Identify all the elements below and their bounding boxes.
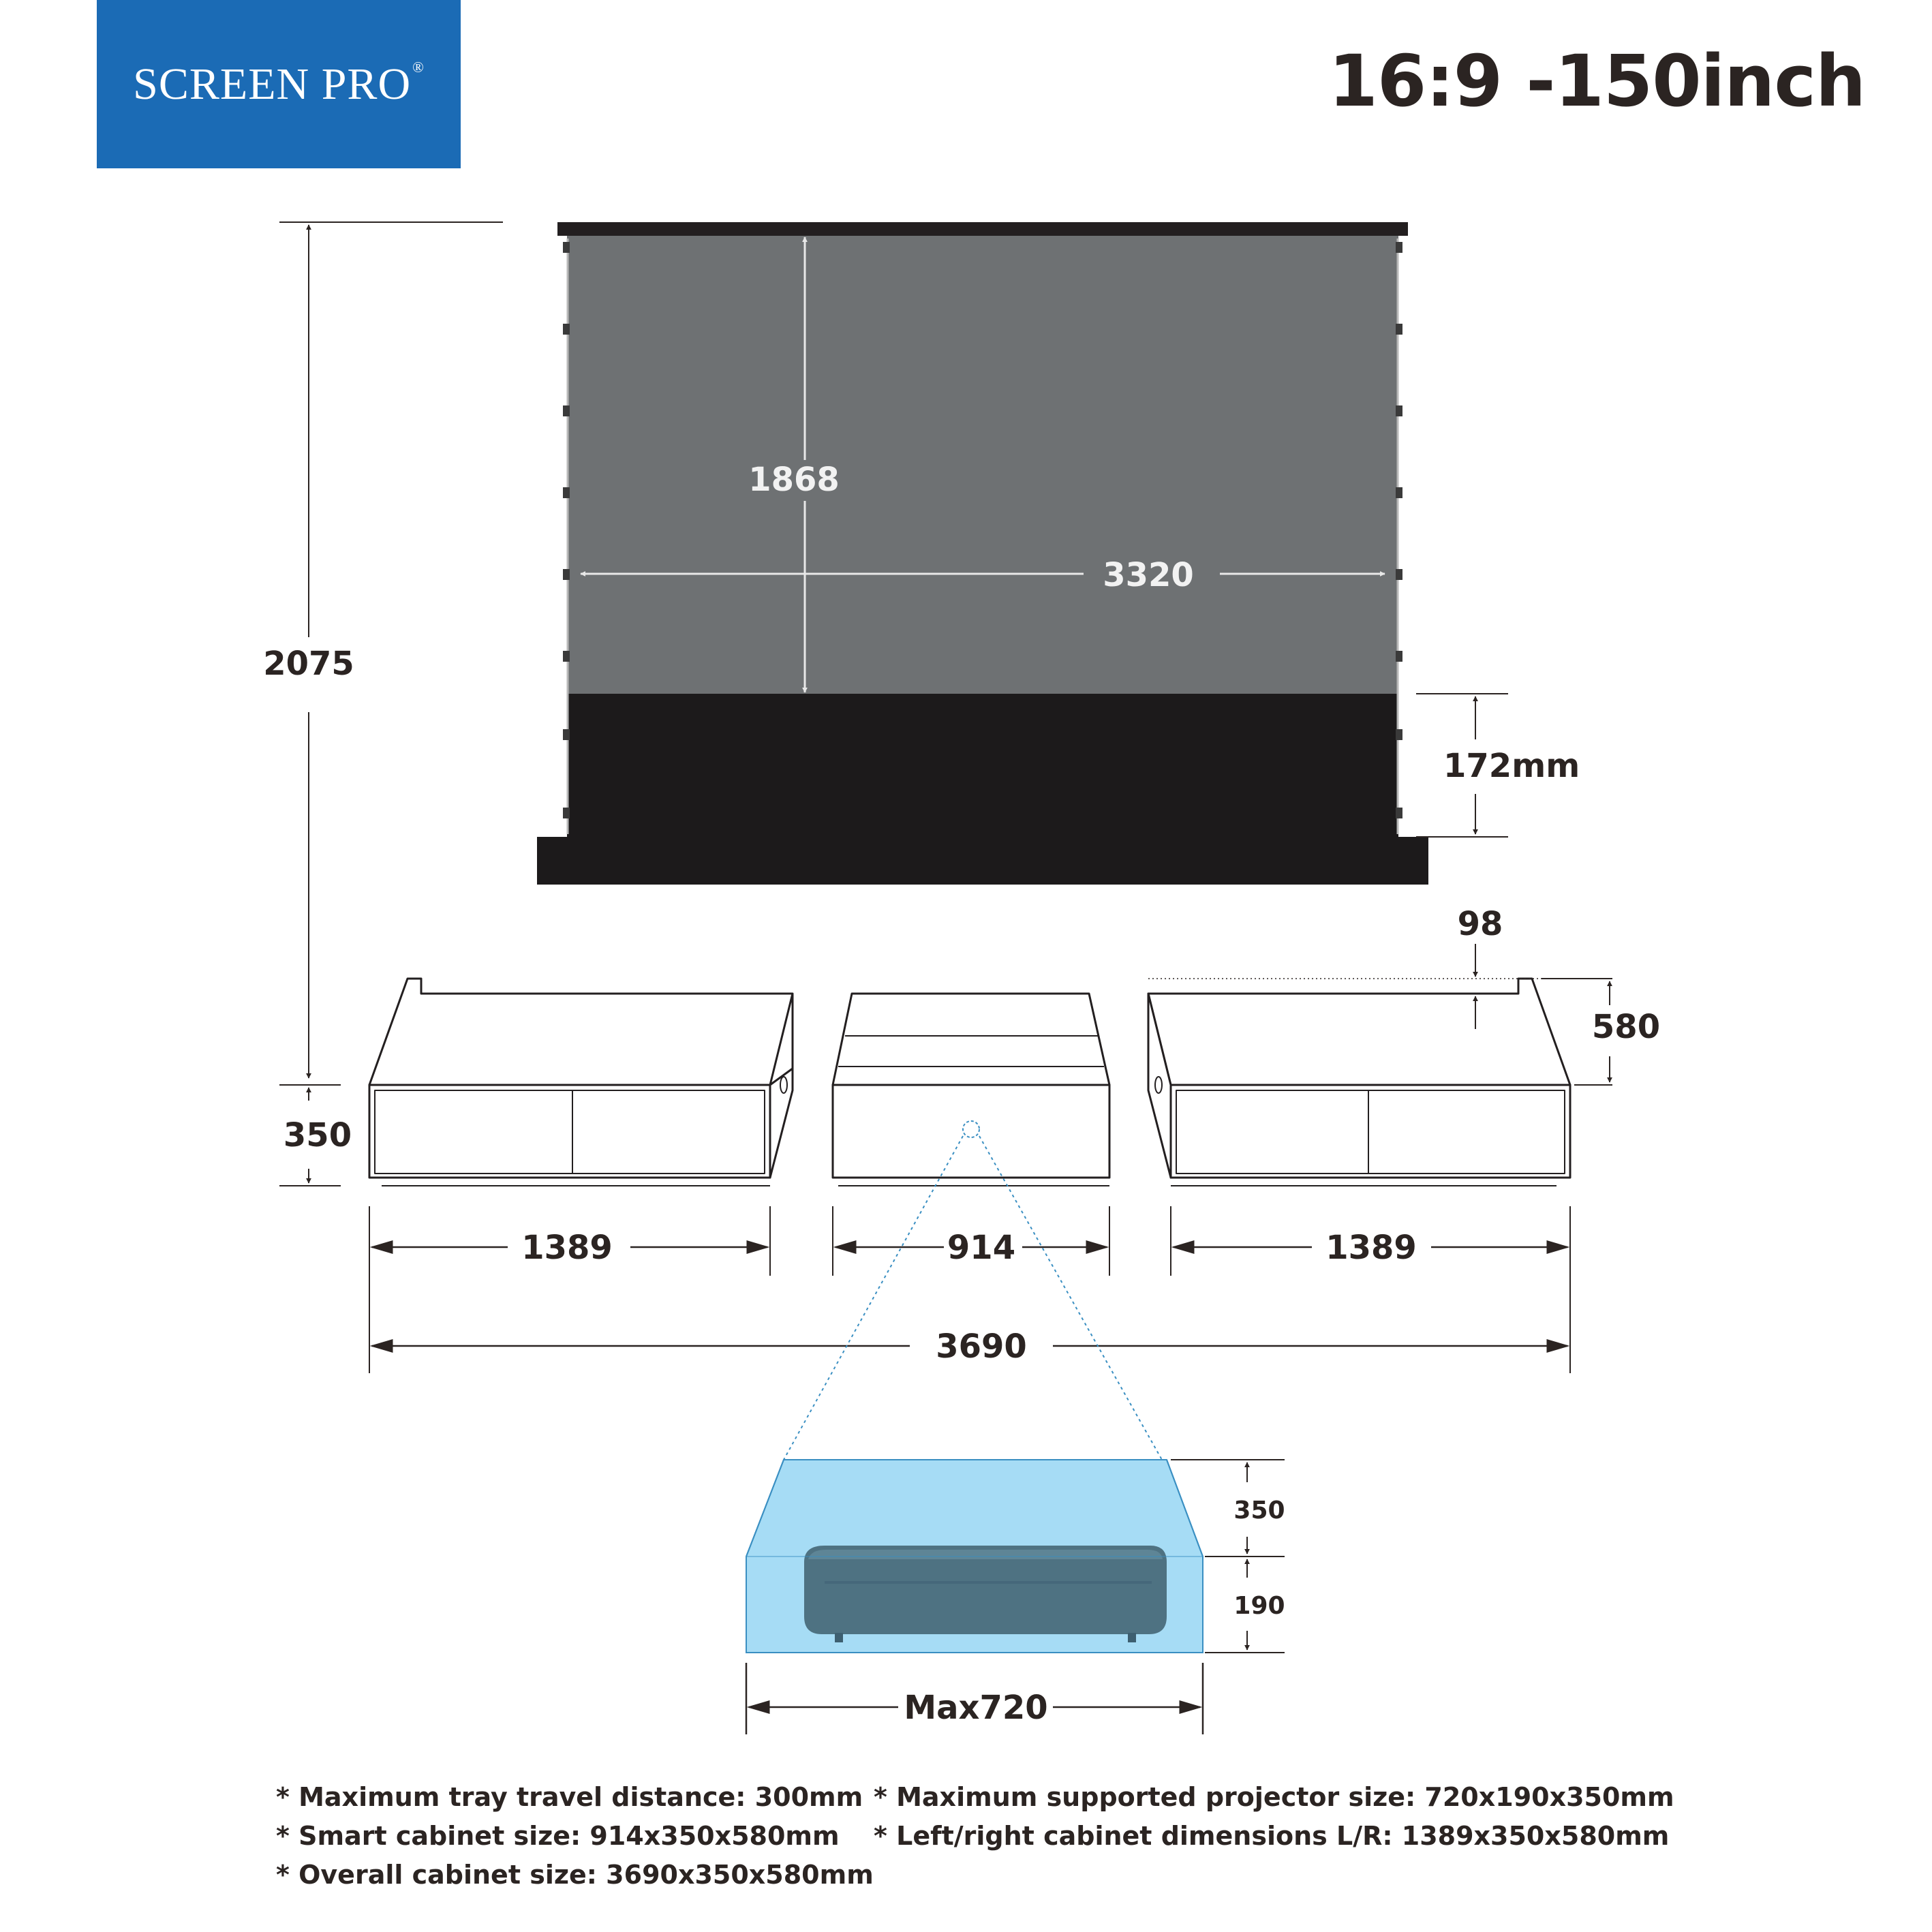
projector-bay (746, 1460, 1203, 1653)
projector-zoom-lines (784, 1136, 1162, 1460)
screen-base-housing (537, 837, 1428, 885)
projector-bay-width-label: Max720 (904, 1689, 1048, 1727)
right-cabinet-width-label: 1389 (1325, 1229, 1417, 1267)
note-tray-travel: * Maximum tray travel distance: 300mm (276, 1782, 863, 1812)
notes-right (874, 1778, 1674, 1856)
note-max-projector-size: * Maximum supported projector size: 720x190x350mm (874, 1782, 1674, 1812)
brand-name: SCREEN PRO (133, 59, 412, 109)
center-cabinet-width-label: 914 (947, 1229, 1016, 1267)
projector-bay-depth-label: 350 (1233, 1497, 1285, 1524)
black-border-label: 172mm (1443, 747, 1580, 785)
projector-icon (804, 1546, 1167, 1642)
side-cabinet-height-label: 350 (283, 1116, 352, 1154)
center-cabinet (833, 994, 1109, 1186)
overall-width-label: 3690 (936, 1328, 1027, 1366)
page-title: 16:9 -150inch (1328, 40, 1865, 123)
note-overall-cabinet-size: * Overall cabinet size: 3690x350x580mm (276, 1860, 874, 1890)
screen-top-bar (557, 222, 1408, 236)
lift-offset-label: 98 (1457, 905, 1503, 943)
note-side-cabinet-dimensions: * Left/right cabinet dimensions L/R: 1389x350x580mm (874, 1821, 1670, 1851)
right-cabinet (1148, 979, 1570, 1186)
screen-surface (567, 236, 1398, 694)
left-cabinet-width-label: 1389 (521, 1229, 613, 1267)
notes-left (276, 1778, 874, 1895)
screen-black-border (567, 694, 1398, 837)
total-height-label: 2075 (263, 645, 354, 683)
screen-height-label: 1868 (748, 461, 840, 499)
note-smart-cabinet-size: * Smart cabinet size: 914x350x580mm (276, 1821, 840, 1851)
left-cabinet (369, 979, 793, 1186)
projector-bay-height-label: 190 (1233, 1592, 1285, 1620)
screen-width-label: 3320 (1103, 556, 1194, 594)
projection-screen (537, 222, 1428, 885)
cabinet-depth-label: 580 (1591, 1008, 1661, 1046)
registered-mark: ® (412, 58, 425, 76)
